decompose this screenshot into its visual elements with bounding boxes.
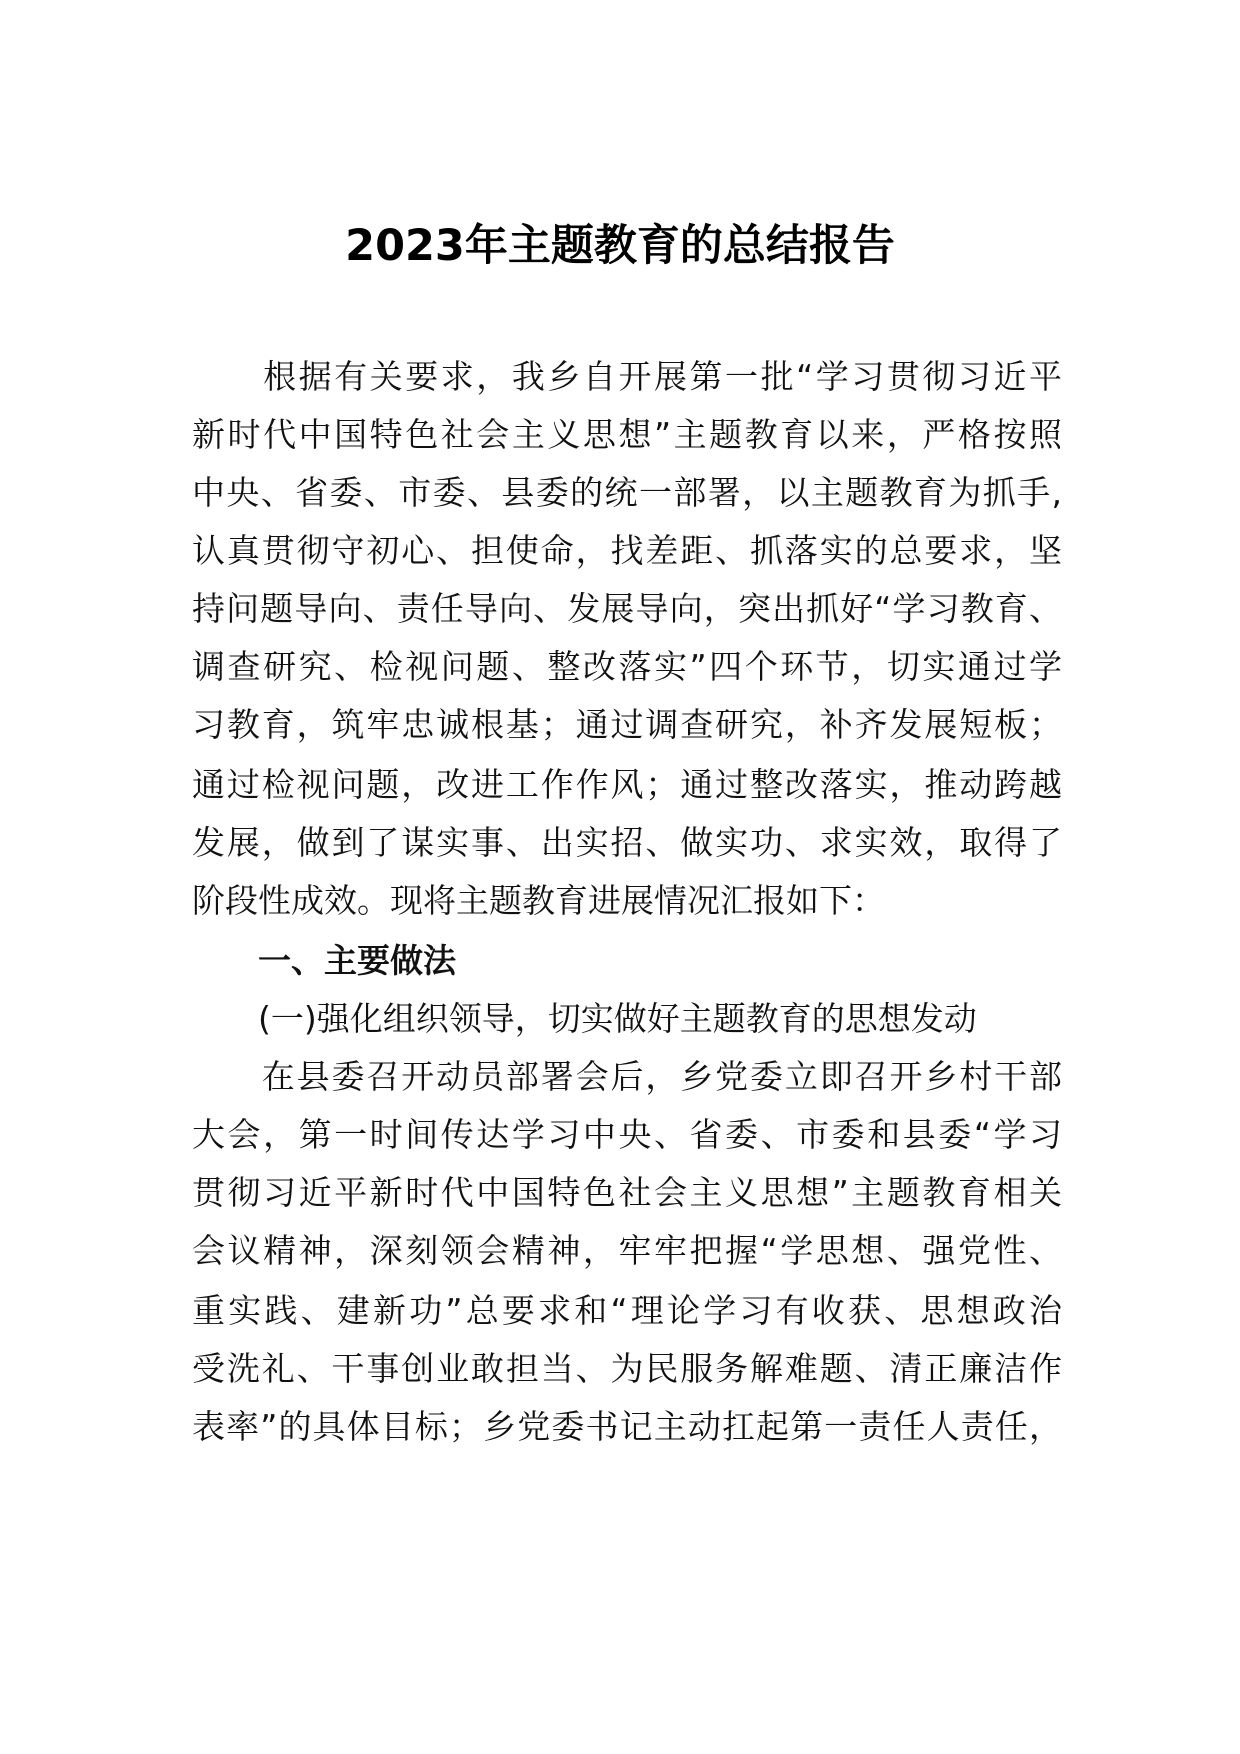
text-line: 调查研究、检视问题、整改落实”四个环节，切实通过学 (192, 647, 1062, 686)
text-line: 认真贯彻守初心、担使命，找差距、抓落实的总要求，坚 (192, 531, 1062, 570)
document-title: 2023年主题教育的总结报告 (345, 221, 895, 271)
text-line: (一)强化组织领导，切实做好主题教育的思想发动 (192, 999, 977, 1038)
text-line: 大会，第一时间传达学习中央、省委、市委和县委“学习 (192, 1115, 1062, 1154)
text-line: 受洗礼、干事创业敢担当、为民服务解难题、清正廉洁作 (192, 1349, 1062, 1388)
text-line: 习教育，筑牢忠诚根基；通过调查研究，补齐发展短板； (192, 705, 1062, 744)
text-line: 持问题导向、责任导向、发展导向，突出抓好“学习教育、 (192, 589, 1062, 628)
text-line: 贯彻习近平新时代中国特色社会主义思想”主题教育相关 (192, 1173, 1062, 1212)
text-line: 通过检视问题，改进工作作风；通过整改落实，推动跨越 (192, 765, 1062, 804)
text-line: 发展，做到了谋实事、出实招、做实功、求实效，取得了 (192, 823, 1062, 862)
text-line: 阶段性成效。现将主题教育进展情况汇报如下： (192, 881, 885, 920)
text-line: 中央、省委、市委、县委的统一部署，以主题教育为抓手, (192, 473, 1062, 512)
text-line: 在县委召开动员部署会后，乡党委立即召开乡村干部 (192, 1057, 1062, 1096)
text-line: 会议精神，深刻领会精神，牢牢把握“学思想、强党性、 (192, 1231, 1062, 1270)
text-line: 新时代中国特色社会主义思想”主题教育以来，严格按照 (192, 415, 1062, 454)
text-line: 表率”的具体目标；乡党委书记主动扛起第一责任人责任， (192, 1407, 1062, 1446)
text-line: 重实践、建新功”总要求和“理论学习有收获、思想政治 (192, 1291, 1062, 1330)
text-line: 根据有关要求，我乡自开展第一批“学习贯彻习近平 (192, 357, 1062, 396)
section-heading: 一、主要做法 (192, 941, 456, 980)
